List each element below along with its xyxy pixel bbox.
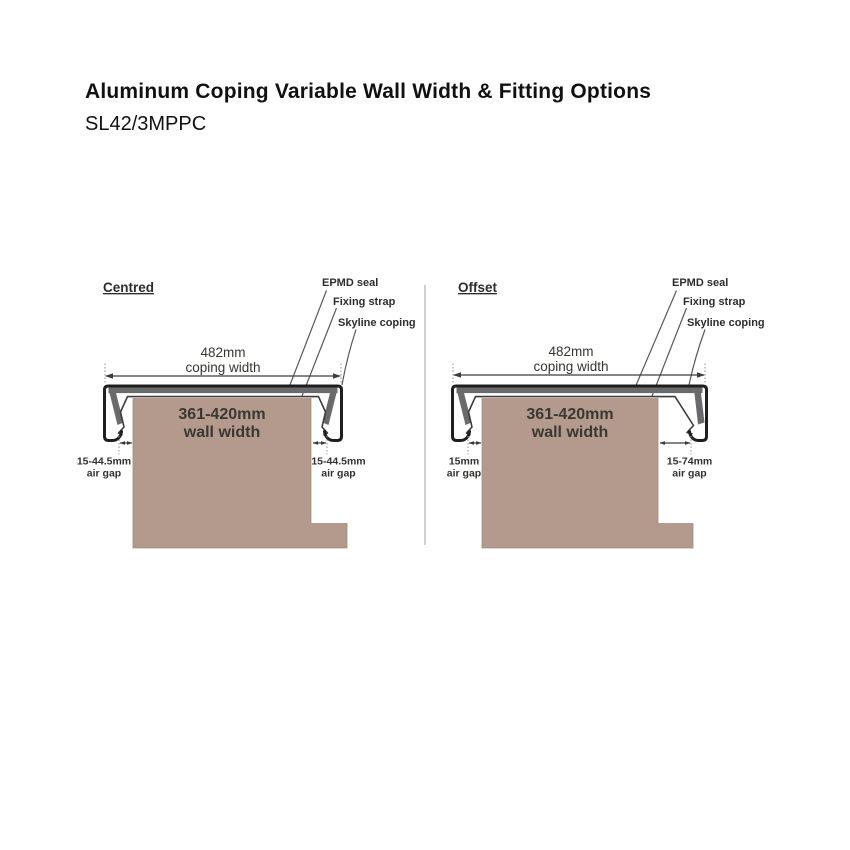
centred-diagram-panel <box>75 255 425 555</box>
skyline-coping-leader-line <box>342 330 356 386</box>
wall-width-label: wall width <box>183 424 261 441</box>
dim-arrowhead-left <box>105 373 113 378</box>
coping-width-label: coping width <box>185 360 261 375</box>
dim-arrowhead-right <box>697 372 705 377</box>
left-gap-label: air gap <box>86 467 122 480</box>
wall-width-label: wall width <box>531 424 609 441</box>
fixing-strap-leader-line <box>302 308 337 396</box>
coping-width-value: 482mm <box>200 345 246 360</box>
right-gap-label: air gap <box>672 467 707 480</box>
epmd-seal-right-leg <box>694 389 705 425</box>
fixing-strap-label: Fixing strap <box>683 296 746 308</box>
fixing-strap-label: Fixing strap <box>333 296 396 308</box>
coping-width-value: 482mm <box>548 344 594 359</box>
wall-width-value: 361-420mm <box>526 406 614 423</box>
fixing-strap-leader-line <box>652 308 687 396</box>
left-gap-value: 15-44.5mm <box>76 455 132 468</box>
left-gap-arrowhead-in <box>127 441 133 445</box>
epmd-seal-top-band <box>457 388 703 394</box>
centred-heading: Centred <box>103 280 155 295</box>
offset-diagram <box>425 255 775 555</box>
epmd-seal-top-band <box>109 388 338 394</box>
epmd-seal-label: EPMD seal <box>322 277 379 289</box>
epmd-seal-right-leg <box>323 389 338 425</box>
left-gap-value: 15mm <box>448 455 480 468</box>
epmd-seal-label: EPMD seal <box>672 277 729 289</box>
coping-width-label: coping width <box>533 359 609 374</box>
title-block <box>85 80 651 136</box>
offset-diagram-panel <box>425 255 775 555</box>
skyline-coping-label: Skyline coping <box>338 317 416 329</box>
epmd-seal-left-leg <box>457 389 472 425</box>
left-gap-label: air gap <box>446 467 482 480</box>
page-title: Aluminum Coping Variable Wall Width & Fitting Options <box>85 80 652 103</box>
left-gap-arrowhead-out <box>120 441 126 445</box>
centred-diagram <box>75 255 425 555</box>
dim-arrowhead-right <box>333 373 341 378</box>
epmd-seal-left-leg <box>109 389 124 425</box>
right-gap-value: 15-44.5mm <box>311 455 366 468</box>
left-gap-arrowhead-out <box>469 441 475 445</box>
right-gap-arrowhead-in <box>660 441 666 445</box>
product-code: SL42/3MPPC <box>85 113 207 135</box>
offset-heading: Offset <box>458 280 498 295</box>
right-gap-arrowhead-out <box>685 441 691 445</box>
skyline-coping-label: Skyline coping <box>687 317 765 329</box>
right-gap-arrowhead-out <box>321 441 327 445</box>
left-gap-arrowhead-in <box>476 441 482 445</box>
right-gap-arrowhead-in <box>313 441 319 445</box>
right-gap-label: air gap <box>321 467 356 480</box>
epmd-seal-leader-line <box>288 291 327 391</box>
dim-arrowhead-left <box>453 372 461 377</box>
wall-width-value: 361-420mm <box>178 406 266 423</box>
right-gap-value: 15-74mm <box>666 455 713 468</box>
